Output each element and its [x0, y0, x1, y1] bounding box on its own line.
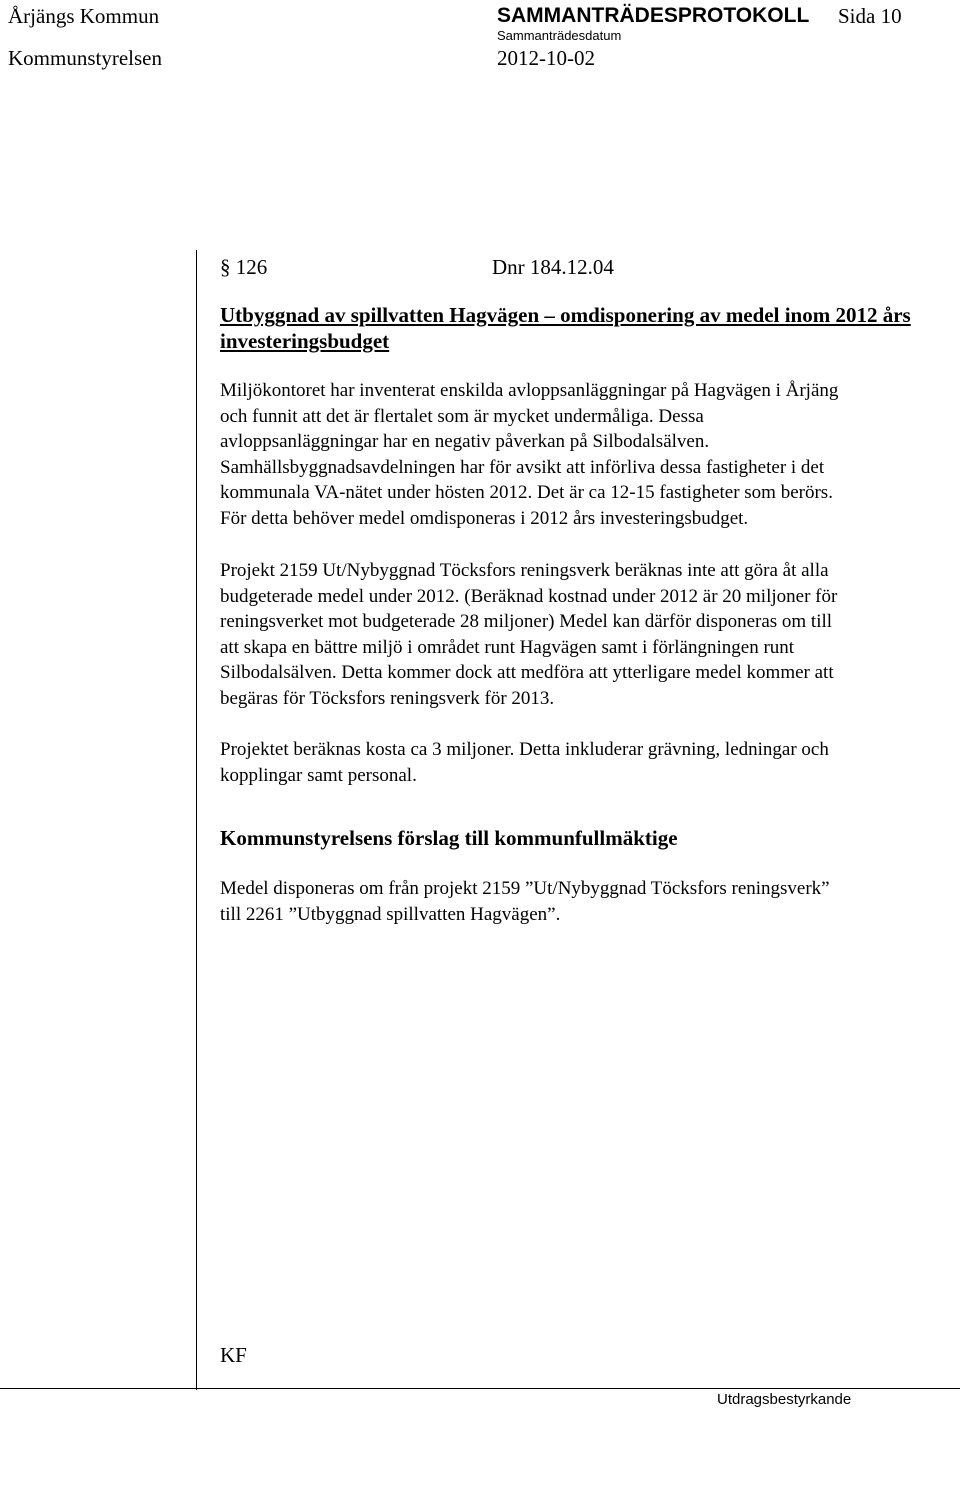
paragraph-background [220, 378, 838, 531]
extract-certification-label: Utdragsbestyrkande [717, 1391, 852, 1408]
text-line: kopplingar samt personal. [220, 764, 417, 786]
initials: KF [220, 1343, 247, 1367]
meeting-date: 2012-10-02 [497, 46, 595, 70]
page-number: Sida 10 [838, 4, 902, 28]
text-line: avloppsanläggningar har en negativ påverkan på Silbodalsälven. [220, 431, 710, 452]
meeting-date-label: Sammanträdesdatum [497, 28, 622, 43]
text-line: kommunala VA-nätet under hösten 2012. Det är ca 12-15 fastigheter som berörs. [220, 482, 833, 503]
paragraph-number: § 126 [220, 255, 268, 279]
text-line: reningsverket mot budgeterade 28 miljoner) Medel kan därför disponeras om till [220, 611, 833, 632]
text-line: budgeterade medel under 2012. (Beräknad kostnad under 2012 är 20 miljoner för [220, 585, 838, 607]
text-line: och funnit att det är flertalet som är mycket undermåliga. Dessa [220, 405, 704, 427]
text-line: Miljökontoret har inventerat enskilda avloppsanläggningar på Hagvägen i Årjäng [220, 380, 839, 401]
item-heading-line: investeringsbudget [220, 329, 390, 353]
proposal-heading: Kommunstyrelsens förslag till kommunfullmäktige [220, 826, 678, 850]
paragraph-cost [220, 737, 829, 788]
paragraph-project [220, 558, 837, 711]
text-line: Medel disponeras om från projekt 2159 ”Ut/Nybyggnad Töcksfors reningsverk” [220, 878, 830, 899]
text-line: att skapa en bättre miljö i området runt Hagvägen samt i förlängningen runt [220, 636, 795, 658]
text-line: Silbodalsälven. Detta kommer dock att medföra att ytterligare medel kommer att [220, 662, 834, 683]
text-line: begäras för Töcksfors reningsverk för 2013. [220, 687, 555, 709]
item-heading-line: Utbyggnad av spillvatten Hagvägen – omdisponering av medel inom 2012 års [220, 303, 911, 327]
committee-name: Kommunstyrelsen [8, 46, 162, 70]
text-line: Projekt 2159 Ut/Nybyggnad Töcksfors reningsverk beräknas inte att göra åt alla [220, 560, 829, 581]
footer-rule [0, 1388, 960, 1389]
text-line: Samhällsbyggnadsavdelningen har för avsikt att införliva dessa fastigheter i det [220, 456, 825, 478]
proposal-text [220, 876, 830, 927]
text-line: till 2261 ”Utbyggnad spillvatten Hagvägen”. [220, 903, 561, 925]
municipality-name: Årjängs Kommun [8, 4, 160, 28]
diary-number: Dnr 184.12.04 [492, 255, 614, 279]
document-title: SAMMANTRÄDESPROTOKOLL [497, 4, 810, 27]
margin-rule-vertical [196, 250, 197, 1390]
text-line: För detta behöver medel omdisponeras i 2012 års investeringsbudget. [220, 507, 749, 529]
text-line: Projektet beräknas kosta ca 3 miljoner. Detta inkluderar grävning, ledningar och [220, 739, 829, 760]
